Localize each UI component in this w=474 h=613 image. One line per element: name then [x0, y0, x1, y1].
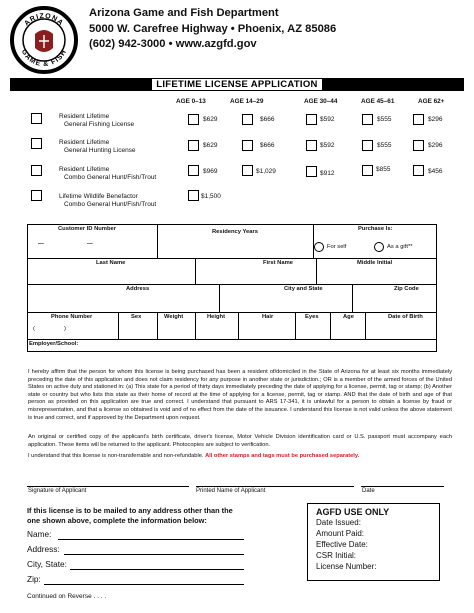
- mail-address-label: Address:: [27, 544, 60, 554]
- nontransfer-text: I understand that this license is non-transferrable and non-refundable.: [28, 453, 204, 459]
- license-select-checkbox[interactable]: [31, 138, 42, 149]
- middle-initial-label: Middle Initial: [357, 260, 393, 266]
- svg-text:GAME & FISH: GAME & FISH: [19, 48, 69, 69]
- license-line2: Combo General Hunt/Fish/Trout: [64, 174, 157, 181]
- customer-id-dash: —: [38, 241, 44, 247]
- for-self-label: For self: [327, 244, 347, 250]
- first-name-label: First Name: [263, 260, 293, 266]
- age-30-44-checkbox[interactable]: [306, 114, 317, 125]
- phone-area-open: (: [33, 326, 35, 332]
- price: $592: [320, 142, 335, 149]
- nontransfer-note: [28, 453, 452, 461]
- phone-area-close: ): [64, 326, 66, 332]
- mail-city-state-label: City, State:: [27, 559, 67, 569]
- grid-divider: [365, 312, 366, 339]
- grid-divider: [295, 312, 296, 339]
- age-0-13-checkbox[interactable]: [188, 165, 199, 176]
- grid-divider: [313, 224, 314, 258]
- price: $296: [428, 116, 443, 123]
- height-label: Height: [207, 314, 226, 320]
- as-gift-radio[interactable]: [374, 242, 384, 252]
- agfd-csr-initial: CSR Initial:: [316, 551, 357, 560]
- grid-divider: [352, 284, 353, 312]
- license-line2: General Hunting License: [64, 147, 136, 154]
- grid-divider: [219, 284, 220, 312]
- license-select-checkbox[interactable]: [31, 190, 42, 201]
- printed-name-line: [196, 486, 354, 487]
- age-col-5: AGE 62+: [418, 98, 445, 105]
- form-title-bar: [10, 78, 464, 91]
- grid-divider: [330, 312, 331, 339]
- price: $969: [203, 168, 218, 175]
- stamps-note: All other stamps and tags must be purchased separately.: [205, 453, 360, 459]
- as-gift-label: As a gift**: [387, 244, 413, 250]
- affirmation-text: I hereby affirm that the person for whom this license is being purchased has been a resident of/domiciled in the State of Arizona for at least six months immediately preceding the date of this application and does not claim residency for any purpose in another state or jurisdiction.; OR is a member of the armed forces of the United States on active duty and stationed in: (a) This state for a period of thirty days immediately preceding the date of applying for a license, permit, tag or stamp; (b) Another state or country but who lists this state as their home of record at the time of applying for a license, permit, tag or stamp. AND that the date of birth and age of that person as provided on this application are true and correct. I understand that pursuant to ARS 17-341, it is unlawful for a person to obtain a license by fraud or misrepresentation, and that a license so obtained is void and of no effect from the date of the issuance. I understand this license is not valid unless the above statement is true and correct, and if approved by the Department upon request.: [28, 369, 452, 421]
- eyes-label: Eyes: [305, 314, 319, 320]
- date-line: [361, 486, 444, 487]
- age-col-2: AGE 14–29: [230, 98, 264, 105]
- mail-zip-field[interactable]: [44, 584, 244, 585]
- org-contact: (602) 942-3000 • www.azgfd.gov: [89, 38, 257, 50]
- hair-label: Hair: [262, 314, 274, 320]
- price: $855: [376, 166, 391, 173]
- age-62-checkbox[interactable]: [413, 140, 424, 151]
- agfd-amount-paid: Amount Paid:: [316, 529, 365, 538]
- address-label: Address: [126, 286, 150, 292]
- price: $629: [203, 142, 218, 149]
- signature-line: [27, 486, 189, 487]
- license-select-checkbox[interactable]: [31, 113, 42, 124]
- grid-divider: [27, 312, 437, 313]
- license-select-checkbox[interactable]: [31, 165, 42, 176]
- age-62-checkbox[interactable]: [413, 165, 424, 176]
- continued-note: Continued on Reverse . . . .: [27, 593, 107, 600]
- grid-divider: [157, 224, 158, 258]
- grid-divider: [195, 312, 196, 339]
- price: $456: [428, 168, 443, 175]
- zip-code-label: Zip Code: [394, 286, 419, 292]
- agfd-effective-date: Effective Date:: [316, 540, 368, 549]
- employer-label: Employer/School:: [29, 341, 79, 347]
- price: $592: [320, 116, 335, 123]
- age-45-61-checkbox[interactable]: [362, 140, 373, 151]
- printed-name-label: Printed Name of Applicant: [196, 488, 266, 494]
- agfd-logo: [10, 6, 78, 74]
- grid-divider: [195, 258, 196, 284]
- age-14-29-checkbox[interactable]: [242, 114, 253, 125]
- price: $666: [260, 116, 275, 123]
- price: $555: [377, 116, 392, 123]
- age-0-13-checkbox[interactable]: [188, 140, 199, 151]
- sex-label: Sex: [131, 314, 142, 320]
- age-0-13-checkbox[interactable]: [188, 114, 199, 125]
- agfd-date-issued: Date Issued:: [316, 518, 361, 527]
- mail-city-state-field[interactable]: [70, 569, 244, 570]
- age-62-checkbox[interactable]: [413, 114, 424, 125]
- org-name: Arizona Game and Fish Department: [89, 7, 279, 19]
- license-line1: Resident Lifetime: [59, 166, 110, 173]
- age-45-61-checkbox[interactable]: [362, 165, 373, 176]
- age-label: Age: [343, 314, 354, 320]
- age-30-44-checkbox[interactable]: [306, 140, 317, 151]
- license-line1: Lifetime Wildlife Benefactor: [59, 193, 138, 200]
- agfd-license-number: License Number:: [316, 562, 377, 571]
- price: $1,029: [256, 168, 276, 175]
- license-line1: Resident Lifetime: [59, 139, 110, 146]
- svg-text:ARIZONA: ARIZONA: [23, 12, 65, 28]
- price: $296: [428, 142, 443, 149]
- org-address: 5000 W. Carefree Highway • Phoenix, AZ 85086: [89, 22, 337, 35]
- date-label: Date: [362, 488, 375, 494]
- id-copies-note: An original or certified copy of the applicant's birth certificate, driver's license, Motor Vehicle Division identification card or U.S. passport must accompany each application. These items will be returned to the applicant. Photocopies are subject to verification.: [28, 434, 452, 448]
- mail-name-label: Name:: [27, 529, 52, 539]
- phone-label: Phone Number: [51, 314, 93, 320]
- mail-instructions: If this license is to be mailed to any address other than the one shown above, complete the information below:: [27, 506, 233, 525]
- grid-divider: [238, 312, 239, 339]
- signature-label: Signature of Applicant: [28, 488, 87, 494]
- benefactor-checkbox[interactable]: [188, 190, 199, 201]
- mail-zip-label: Zip:: [27, 574, 41, 584]
- age-col-4: AGE 45–61: [361, 98, 395, 105]
- purchase-is-label: Purchase Is:: [358, 226, 393, 232]
- grid-divider: [118, 312, 119, 339]
- age-14-29-checkbox[interactable]: [242, 140, 253, 151]
- license-name: [59, 166, 156, 182]
- license-line2: General Fishing License: [64, 121, 135, 128]
- price: $629: [203, 116, 218, 123]
- license-line2: Combo General Hunt/Fish/Trout: [64, 201, 157, 208]
- city-state-label: City and State: [284, 286, 323, 292]
- mail-address-field[interactable]: [64, 554, 244, 555]
- price: $1,500: [201, 193, 221, 200]
- header-block: [89, 6, 336, 53]
- price: $555: [377, 142, 392, 149]
- agfd-title: AGFD USE ONLY: [316, 507, 390, 517]
- last-name-label: Last Name: [96, 260, 126, 266]
- grid-divider: [316, 258, 317, 284]
- residency-label: Residency Years: [212, 229, 258, 235]
- grid-divider: [27, 284, 437, 285]
- license-line1: Resident Lifetime: [59, 113, 110, 120]
- mail-name-field[interactable]: [58, 539, 244, 540]
- form-title: LIFETIME LICENSE APPLICATION: [152, 79, 321, 90]
- age-14-29-checkbox[interactable]: [242, 165, 253, 176]
- weight-label: Weight: [164, 314, 184, 320]
- for-self-radio[interactable]: [314, 242, 324, 252]
- grid-divider: [27, 339, 437, 340]
- price: $912: [320, 170, 335, 177]
- age-30-44-checkbox[interactable]: [306, 166, 317, 177]
- customer-id-dash: —: [87, 241, 93, 247]
- dob-label: Date of Birth: [388, 314, 423, 320]
- grid-divider: [27, 258, 437, 259]
- grid-divider: [157, 312, 158, 339]
- age-col-3: AGE 30–44: [304, 98, 338, 105]
- license-name: [59, 139, 136, 155]
- license-name: [59, 193, 156, 209]
- price: $666: [260, 142, 275, 149]
- customer-id-label: Customer ID Number: [58, 226, 116, 232]
- age-45-61-checkbox[interactable]: [362, 114, 373, 125]
- age-col-1: AGE 0–13: [176, 98, 206, 105]
- license-name: [59, 113, 134, 129]
